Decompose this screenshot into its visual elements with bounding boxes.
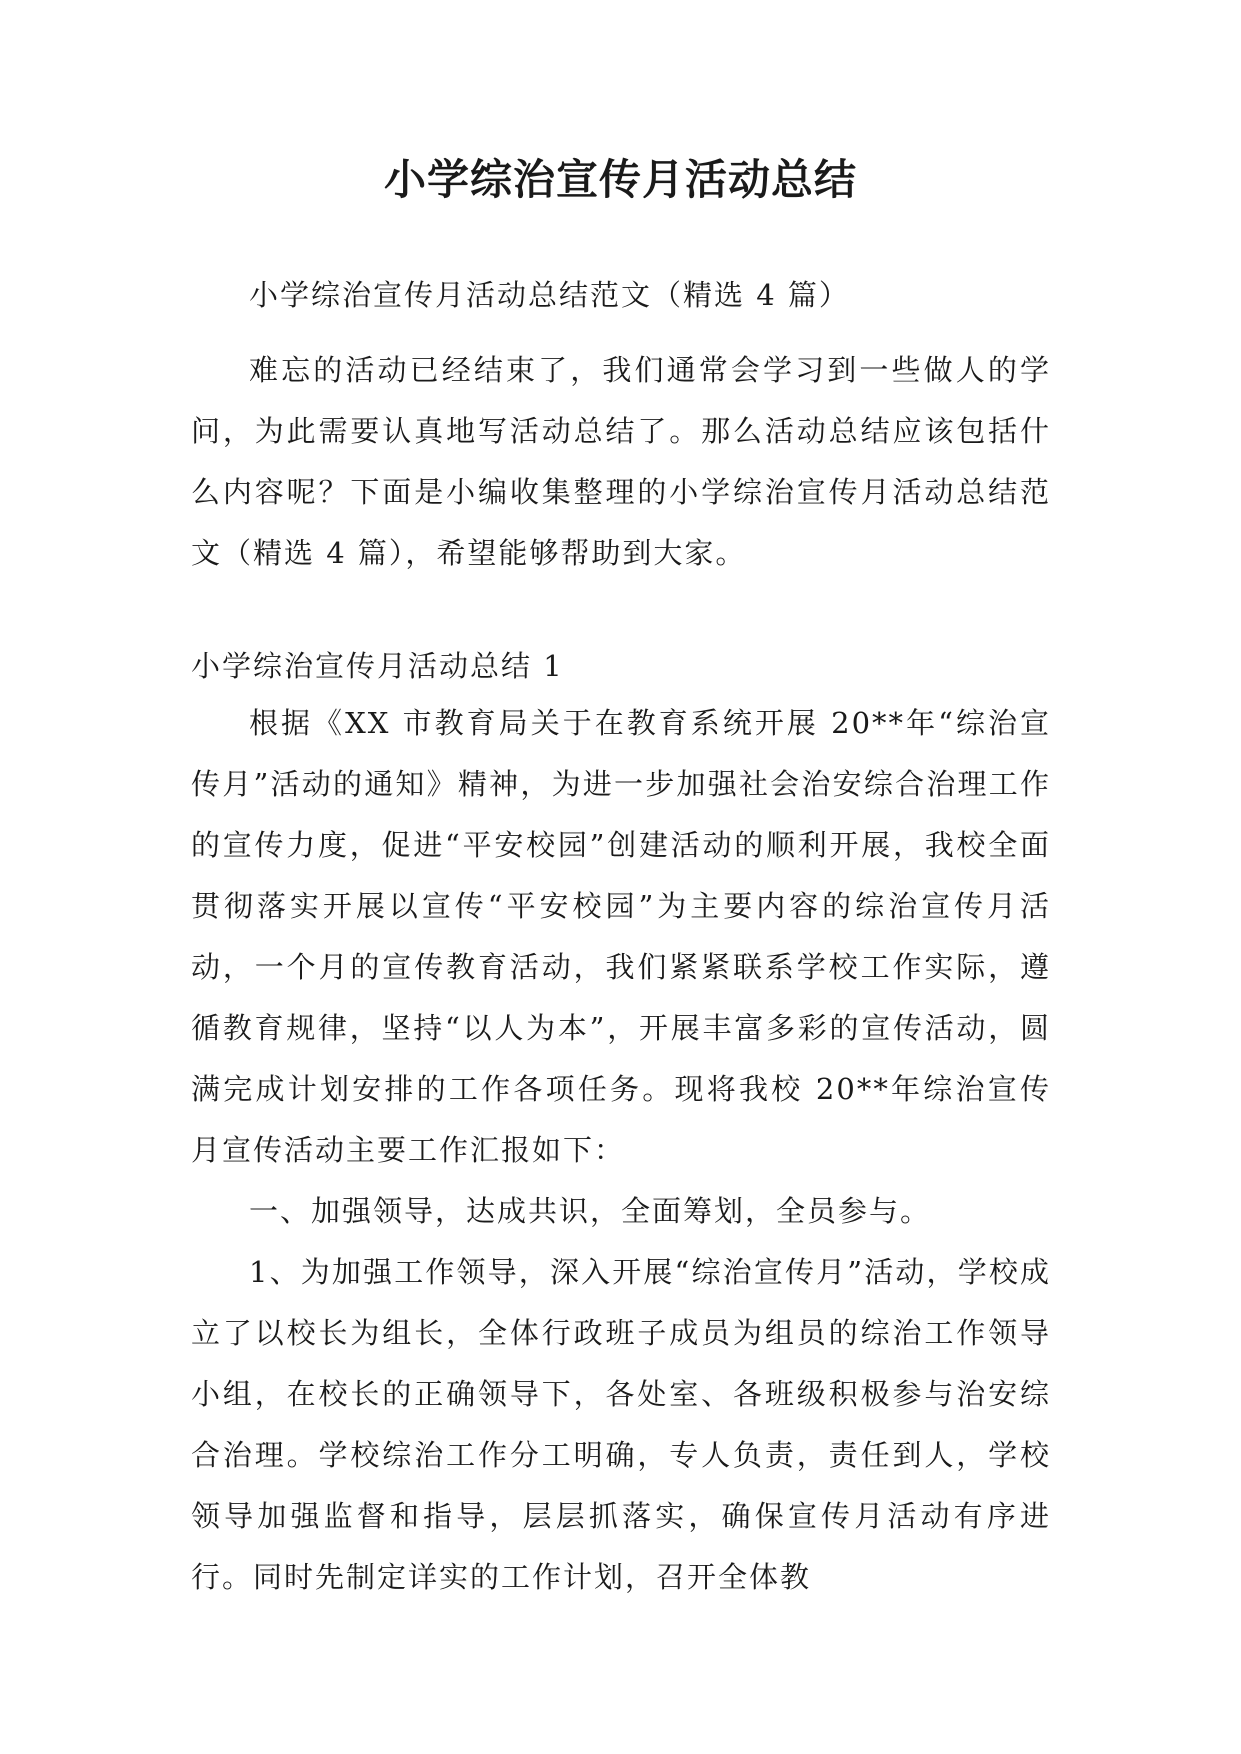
intro-paragraph: 难忘的活动已经结束了，我们通常会学习到一些做人的学问，为此需要认真地写活动总结了。那么活动总结应该包括什么内容呢？下面是小编收集整理的小学综治宣传月活动总结范文（精选 4 篇），希望能够帮助到大家。 bbox=[191, 353, 1051, 570]
body-paragraph: 1、为加强工作领导，深入开展“综治宣传月”活动，学校成立了以校长为组长，全体行政班子成员为组员的综治工作领导小组，在校长的正确领导下，各处室、各班级积极参与治安综合治理。学校综治工作分工明确，专人负责，责任到人，学校领导加强监督和指导，层层抓落实，确保宣传月活动有序进行。同时先制定详实的工作计划，召开全体教 bbox=[191, 1255, 1051, 1594]
body-paragraph: 根据《XX 市教育局关于在教育系统开展 20**年“综治宣传月”活动的通知》精神，为进一步加强社会治安综合治理工作的宣传力度，促进“平安校园”创建活动的顺利开展，我校全面贯彻落实开展以宣传“平安校园”为主要内容的综治宣传月活动，一个月的宣传教育活动，我们紧紧联系学校工作实际，遵循教育规律，坚持“以人为本”，开展丰富多彩的宣传活动，圆满完成计划安排的工作各项任务。现将我校 20**年综治宣传月宣传活动主要工作汇报如下： bbox=[191, 706, 1051, 1167]
document-title: 小学综治宣传月活动总结 bbox=[383, 155, 857, 204]
section-body bbox=[191, 693, 1051, 1608]
document-subtitle: 小学综治宣传月活动总结范文（精选 4 篇） bbox=[249, 278, 850, 312]
body-paragraph: 一、加强领导，达成共识，全面筹划，全员参与。 bbox=[249, 1194, 932, 1228]
section-heading: 小学综治宣传月活动总结 1 bbox=[191, 649, 564, 683]
